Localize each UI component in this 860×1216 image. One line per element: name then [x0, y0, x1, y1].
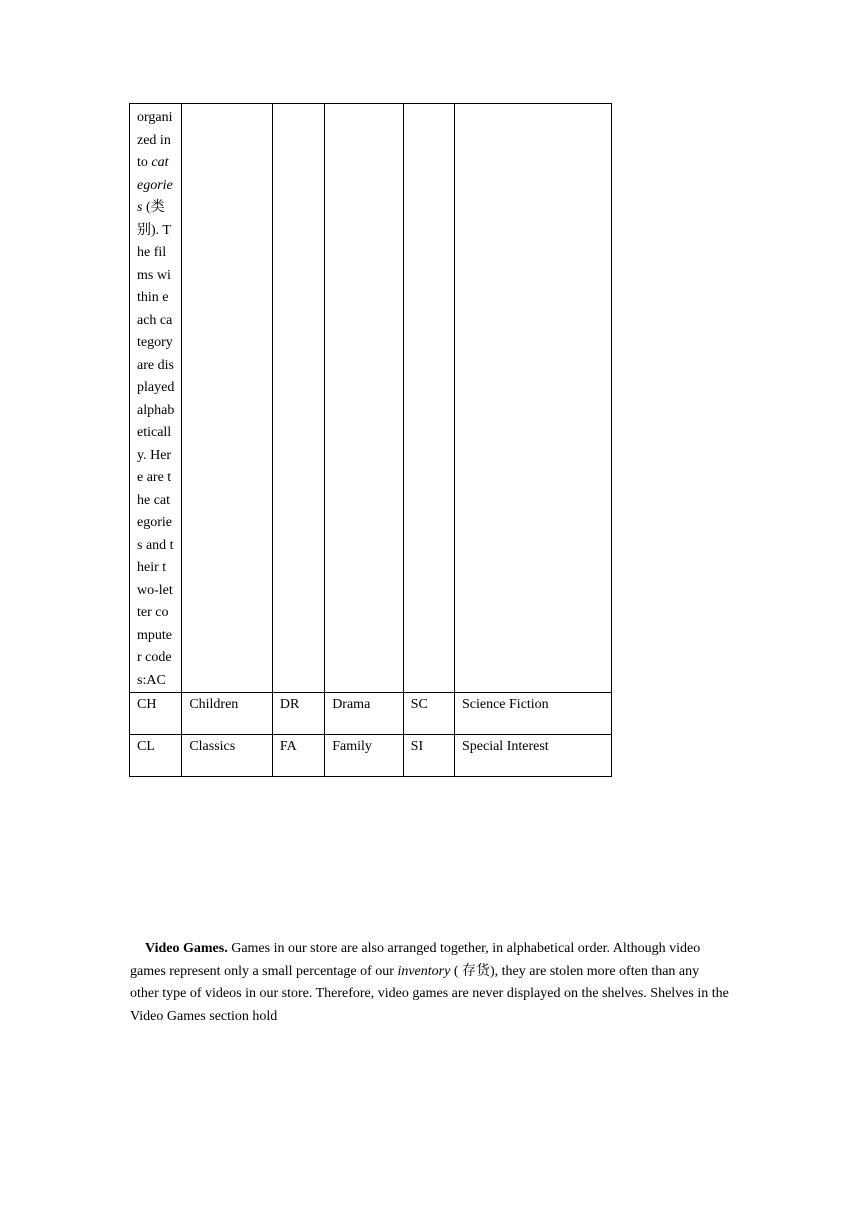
inventory-term: inventory: [397, 963, 451, 979]
section-heading: Video Games.: [145, 941, 228, 956]
table-cell: [325, 104, 403, 693]
intro-cell: organized into categories (类别). The films within each category are displayed alphabetically. Here are the categories and their two-letter computer codes:AC: [130, 104, 182, 693]
category-code: SI: [403, 735, 454, 777]
category-name: Drama: [325, 693, 403, 735]
table-cell: [454, 104, 611, 693]
category-code: SC: [403, 693, 454, 735]
category-name: Classics: [182, 735, 273, 777]
category-code: CH: [130, 693, 182, 735]
table-row: [130, 104, 612, 693]
categories-term: categories: [137, 155, 173, 215]
categories-table: [129, 103, 612, 777]
category-name: Science Fiction: [454, 693, 611, 735]
category-code: DR: [272, 693, 324, 735]
category-name: Children: [182, 693, 273, 735]
category-name: Special Interest: [454, 735, 611, 777]
category-code: CL: [130, 735, 182, 777]
table-row: [130, 735, 612, 777]
table-cell: [272, 104, 324, 693]
table-cell: [403, 104, 454, 693]
video-games-paragraph: Video Games. Games in our store are also arranged together, in alphabetical order. Although video games represent only a small percentage of our inventory ( 存货), they are stolen more often than any other type of videos in our store. Therefore, video games are never displayed on the shelves. Shelves in the Video Games section hold: [130, 941, 729, 1024]
category-name: Family: [325, 735, 403, 777]
category-code: FA: [272, 735, 324, 777]
table-row: [130, 693, 612, 735]
table-cell: [182, 104, 273, 693]
